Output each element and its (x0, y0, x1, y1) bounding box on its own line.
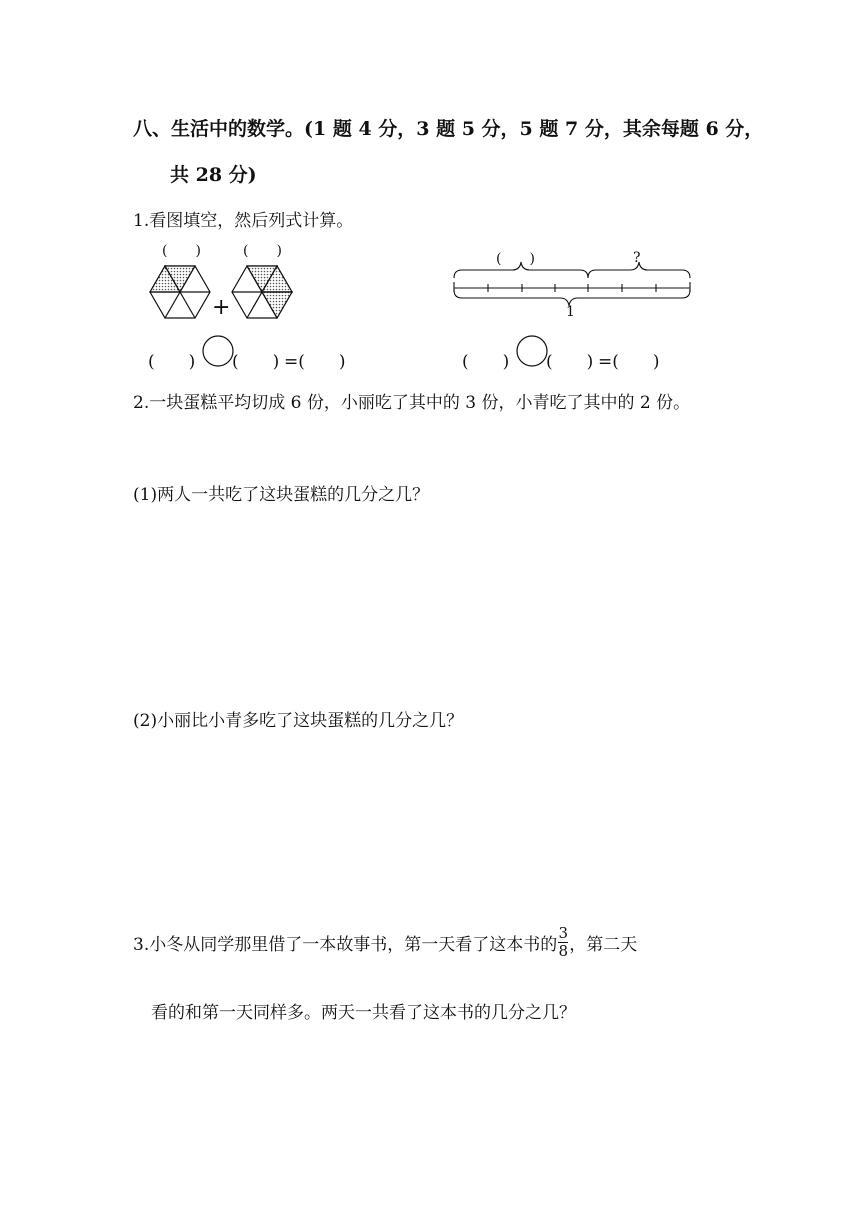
right-eq-blank-2[interactable]: ( ) (546, 352, 594, 372)
q2-prompt: 2.一块蛋糕平均切成 6 份，小丽吃了其中的 3 份，小青吃了其中的 2 份。 (133, 393, 691, 413)
left-eq-blank-2[interactable]: ( ) (232, 352, 280, 372)
hexagon-b (232, 266, 292, 318)
right-eq-result[interactable]: =( ) (598, 352, 660, 372)
hex-b-blank: ( ) (243, 243, 282, 259)
left-eq-operator-circle[interactable] (200, 334, 236, 368)
left-eq-blank-1[interactable]: ( ) (148, 352, 196, 372)
hexagon-figure (140, 240, 310, 330)
bar-whole-label: 1 (566, 304, 575, 320)
plus-sign: + (212, 295, 231, 320)
q2-sub1: (1)两人一共吃了这块蛋糕的几分之几？ (133, 485, 430, 505)
section-title: 八、生活中的数学。(1 题 4 分，3 题 5 分，5 题 7 分，其余每题 6 分， (133, 118, 764, 140)
number-line-figure (450, 248, 700, 323)
q2-sub2: (2)小丽比小青多吃了这块蛋糕的几分之几？ (133, 711, 464, 731)
right-eq-operator-circle[interactable] (514, 334, 550, 368)
bar-question-mark: ? (633, 250, 641, 266)
right-eq-blank-1[interactable]: ( ) (462, 352, 510, 372)
q3-fraction-denominator: 8 (558, 942, 568, 960)
section-title-cont: 共 28 分) (170, 164, 257, 186)
hex-a-blank: ( ) (162, 243, 201, 259)
q3-prompt-line1 (133, 926, 637, 959)
left-eq-result[interactable]: =( ) (284, 352, 346, 372)
q3-fraction-numerator: 3 (558, 924, 568, 942)
q1-prompt: 1.看图填空，然后列式计算。 (133, 211, 354, 231)
hexagon-a (150, 266, 210, 318)
q3-prompt-line2: 看的和第一天同样多。两天一共看了这本书的几分之几？ (151, 1003, 576, 1023)
bar-part-blank: ( ) (496, 251, 535, 267)
q3-prompt-end: ，第二天 (569, 935, 638, 955)
q3-fraction (558, 926, 568, 959)
q3-prompt-start: 3.小冬从同学那里借了一本故事书，第一天看了这本书的 (133, 935, 558, 955)
number-line-drawing (450, 248, 700, 323)
